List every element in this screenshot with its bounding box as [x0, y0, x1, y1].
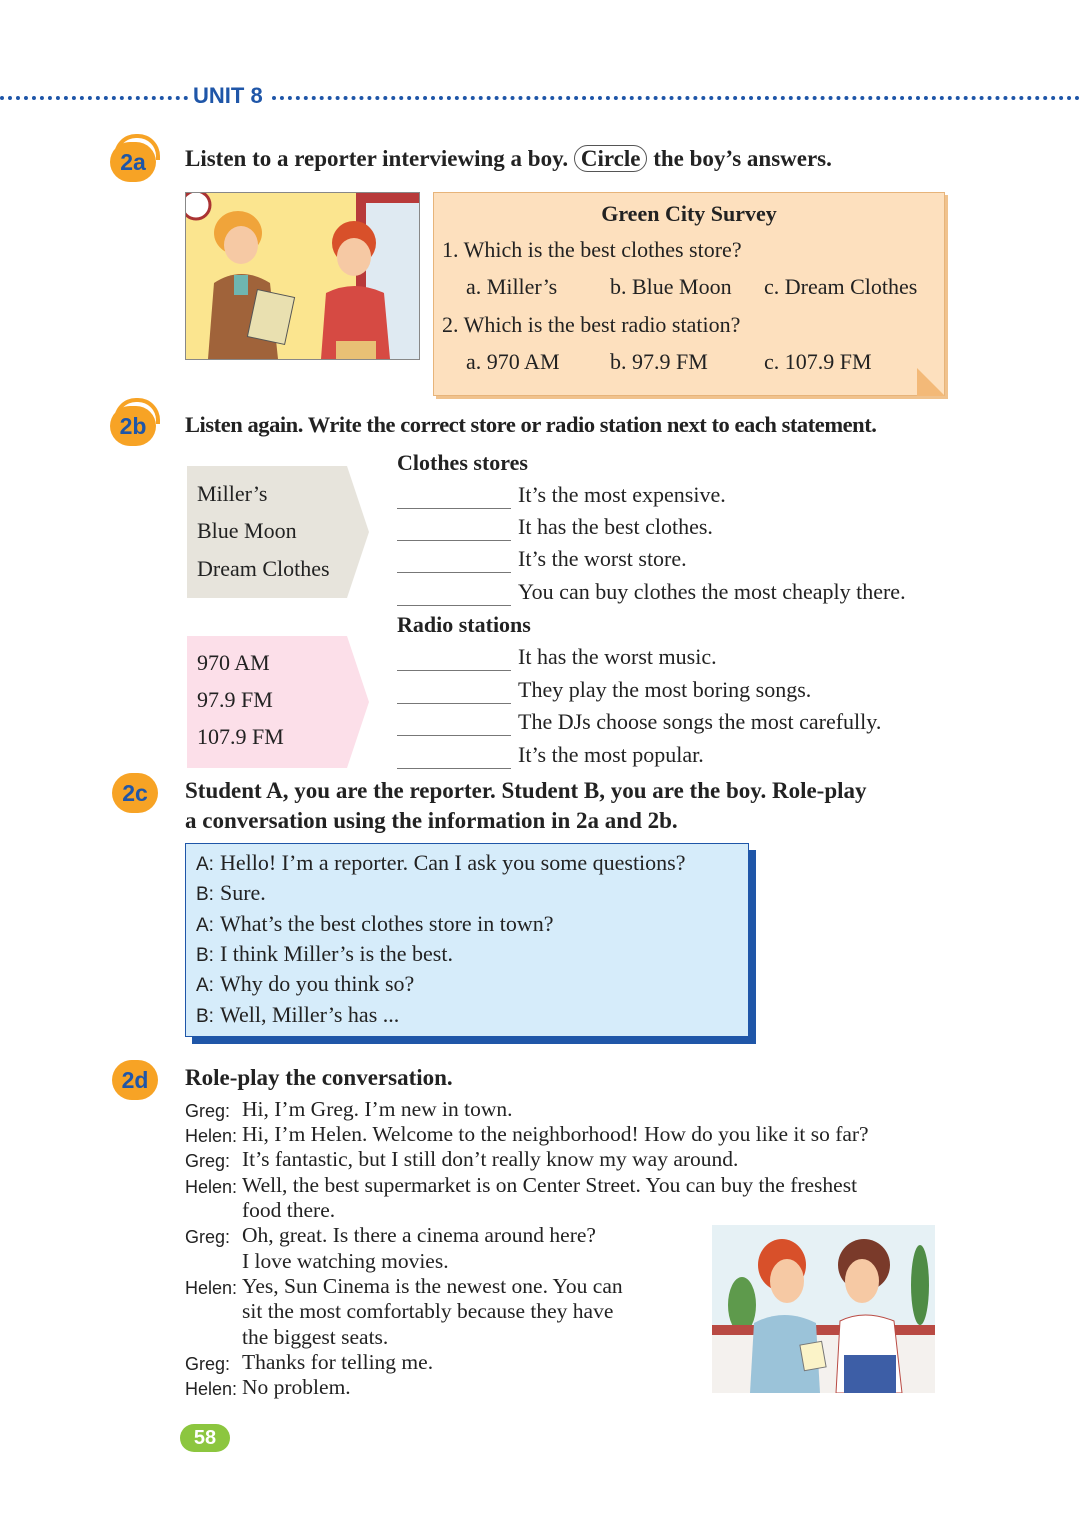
badge-label: 2b [119, 412, 147, 439]
conversation-line [196, 941, 453, 967]
radio-option: 97.9 FM [197, 687, 273, 712]
page-number: 58 [180, 1424, 230, 1452]
dialogue-speaker: Greg: [185, 1101, 231, 1121]
dialogue-speaker: Helen: [185, 1126, 238, 1146]
store-option: Blue Moon [197, 518, 297, 543]
radio-stations-heading: Radio stations [397, 612, 531, 637]
instruction-text: Listen to a reporter interviewing a boy. [185, 146, 569, 171]
header-dots-left [0, 96, 188, 104]
radio-statement: It’s the most popular. [518, 742, 704, 767]
survey-question-2: 2. Which is the best radio station? [442, 312, 741, 337]
dialogue-text: the biggest seats. [242, 1325, 389, 1349]
speaker-label: A: [196, 915, 214, 936]
clothes-statement: It has the best clothes. [518, 514, 713, 539]
survey-answer-2b[interactable]: b. 97.9 FM [610, 349, 708, 374]
dialogue-text: Hi, I’m Greg. I’m new in town. [242, 1097, 513, 1121]
badge-label: 2d [121, 1066, 149, 1093]
section-badge-2a [110, 142, 156, 182]
line-text: Why do you think so? [219, 971, 415, 996]
radio-statement: The DJs choose songs the most carefully. [518, 709, 882, 734]
survey-question-1: 1. Which is the best clothes store? [442, 237, 742, 262]
radio-statement: It has the worst music. [518, 644, 717, 669]
survey-answer-2c[interactable]: c. 107.9 FM [764, 349, 872, 374]
dialogue-speaker: Helen: [185, 1278, 238, 1298]
section-badge-2c [112, 773, 158, 813]
survey-answer-1a[interactable]: a. Miller’s [466, 274, 558, 299]
dialogue-text: sit the most comfortably because they have [242, 1299, 614, 1323]
clothes-statement: It’s the worst store. [518, 546, 687, 571]
dialogue-speaker: Helen: [185, 1177, 238, 1197]
line-text: What’s the best clothes store in town? [219, 911, 554, 936]
survey-answer-1b[interactable]: b. Blue Moon [610, 274, 732, 299]
instruction-text: the boy’s answers. [653, 146, 832, 171]
dialogue-text: Yes, Sun Cinema is the newest one. You can [242, 1274, 623, 1298]
badge-label: 2a [120, 148, 146, 175]
dialogue-text: I love watching movies. [242, 1249, 449, 1273]
survey-answer-2a[interactable]: a. 970 AM [466, 349, 560, 374]
conversation-line [196, 1002, 399, 1028]
conversation-line [196, 850, 686, 876]
speaker-label: A: [196, 975, 214, 996]
speaker-label: B: [196, 1006, 214, 1027]
clothes-stores-heading: Clothes stores [397, 450, 528, 475]
circle-word: Circle [574, 145, 648, 172]
answer-blank[interactable] [397, 508, 511, 509]
answer-blank[interactable] [397, 572, 511, 573]
dialogue-speaker: Greg: [185, 1151, 231, 1171]
instruction-2d: Role-play the conversation. [185, 1065, 453, 1090]
instruction-2c-line2: a conversation using the information in 2a and 2b. [185, 808, 678, 833]
dialogue-text: Oh, great. Is there a cinema around here? [242, 1223, 596, 1247]
reporter-boy-illustration [185, 192, 420, 360]
speaker-label: B: [196, 945, 214, 966]
survey-answer-1c[interactable]: c. Dream Clothes [764, 274, 918, 299]
dialogue-speaker: Greg: [185, 1227, 231, 1247]
dialogue-text: No problem. [242, 1375, 351, 1399]
conversation-line [196, 911, 554, 937]
line-text: Sure. [219, 880, 266, 905]
speaker-label: B: [196, 884, 214, 905]
instruction-2a [185, 146, 832, 172]
store-option: Miller’s [197, 481, 268, 506]
dialogue-speaker: Greg: [185, 1354, 231, 1374]
dialogue-text: Hi, I’m Helen. Welcome to the neighborhood! How do you like it so far? [242, 1122, 869, 1146]
section-badge-2d [112, 1060, 158, 1100]
dialogue-text: Well, the best supermarket is on Center Street. You can buy the freshest [242, 1173, 858, 1197]
radio-statement: They play the most boring songs. [518, 677, 812, 702]
radio-option: 970 AM [197, 650, 270, 675]
line-text: Well, Miller’s has ... [219, 1002, 400, 1027]
conversation-box [185, 843, 749, 1037]
dialogue-text: It’s fantastic, but I still don’t really know my way around. [242, 1147, 739, 1171]
radio-option: 107.9 FM [197, 724, 284, 749]
answer-blank[interactable] [397, 605, 511, 606]
answer-blank[interactable] [397, 540, 511, 541]
answer-blank[interactable] [397, 670, 511, 671]
badge-label: 2c [122, 779, 148, 806]
line-text: Hello! I’m a reporter. Can I ask you some questions? [219, 850, 686, 875]
dialogue-text: Thanks for telling me. [242, 1350, 434, 1374]
instruction-2b: Listen again. Write the correct store or radio station next to each statement. [185, 412, 877, 437]
survey-title: Green City Survey [601, 201, 777, 226]
section-badge-2b [110, 406, 156, 446]
header-dots-right [272, 96, 1080, 104]
line-text: I think Miller’s is the best. [219, 941, 453, 966]
dialogue-text: food there. [242, 1198, 336, 1222]
unit-title: UNIT 8 [193, 83, 263, 108]
page-curl [917, 368, 945, 396]
answer-blank[interactable] [397, 735, 511, 736]
clothes-statement: It’s the most expensive. [518, 482, 726, 507]
conversation-line [196, 880, 266, 906]
instruction-2c-line1: Student A, you are the reporter. Student B, you are the boy. Role-play [185, 778, 867, 803]
speaker-label: A: [196, 854, 214, 875]
conversation-line [196, 971, 414, 997]
dialogue-speaker: Helen: [185, 1379, 238, 1399]
greg-helen-illustration [712, 1225, 935, 1393]
answer-blank[interactable] [397, 703, 511, 704]
answer-blank[interactable] [397, 768, 511, 769]
clothes-statement: You can buy clothes the most cheaply there. [518, 579, 906, 604]
store-option: Dream Clothes [197, 556, 330, 581]
survey-card [433, 192, 945, 396]
